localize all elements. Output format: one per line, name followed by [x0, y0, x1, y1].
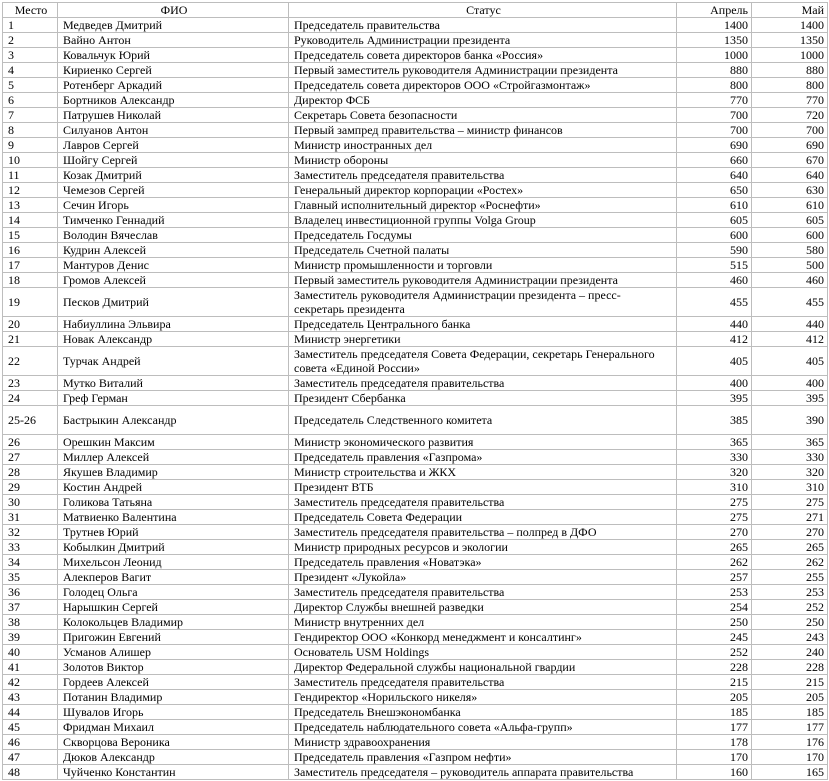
table-row: [3, 78, 828, 93]
table-row: [3, 198, 828, 213]
status-cell: Основатель USM Holdings: [289, 645, 677, 660]
status-cell: Заместитель председателя – руководитель аппарата правительства: [289, 765, 677, 780]
name-cell: Матвиенко Валентина: [58, 510, 289, 525]
may-value-cell: 165: [752, 765, 828, 780]
status-cell: Президент Сбербанка: [289, 391, 677, 406]
table-row: [3, 33, 828, 48]
table-row: [3, 108, 828, 123]
name-cell: Ковальчук Юрий: [58, 48, 289, 63]
may-value-cell: 1350: [752, 33, 828, 48]
place-cell: 35: [3, 570, 58, 585]
april-value-cell: 600: [677, 228, 752, 243]
may-value-cell: 330: [752, 450, 828, 465]
status-cell: Заместитель председателя Совета Федерации, секретарь Генерального совета «Единой России»: [289, 347, 677, 376]
status-cell: Председатель Госдумы: [289, 228, 677, 243]
may-value-cell: 255: [752, 570, 828, 585]
name-cell: Новак Александр: [58, 332, 289, 347]
place-cell: 18: [3, 273, 58, 288]
header-april: Апрель: [677, 3, 752, 18]
may-value-cell: 252: [752, 600, 828, 615]
place-cell: 25-26: [3, 406, 58, 435]
april-value-cell: 405: [677, 347, 752, 376]
name-cell: Силуанов Антон: [58, 123, 289, 138]
status-cell: Министр природных ресурсов и экологии: [289, 540, 677, 555]
april-value-cell: 262: [677, 555, 752, 570]
table-row: [3, 615, 828, 630]
april-value-cell: 650: [677, 183, 752, 198]
may-value-cell: 177: [752, 720, 828, 735]
april-value-cell: 640: [677, 168, 752, 183]
april-value-cell: 178: [677, 735, 752, 750]
table-row: [3, 93, 828, 108]
may-value-cell: 700: [752, 123, 828, 138]
ranking-table: [2, 2, 828, 780]
place-cell: 43: [3, 690, 58, 705]
status-cell: Гендиректор ООО «Конкорд менеджмент и консалтинг»: [289, 630, 677, 645]
status-cell: Секретарь Совета безопасности: [289, 108, 677, 123]
april-value-cell: 177: [677, 720, 752, 735]
place-cell: 26: [3, 435, 58, 450]
name-cell: Шойгу Сергей: [58, 153, 289, 168]
status-cell: Директор ФСБ: [289, 93, 677, 108]
name-cell: Якушев Владимир: [58, 465, 289, 480]
table-row: [3, 540, 828, 555]
may-value-cell: 270: [752, 525, 828, 540]
may-value-cell: 262: [752, 555, 828, 570]
april-value-cell: 228: [677, 660, 752, 675]
april-value-cell: 412: [677, 332, 752, 347]
name-cell: Чемезов Сергей: [58, 183, 289, 198]
place-cell: 30: [3, 495, 58, 510]
place-cell: 15: [3, 228, 58, 243]
place-cell: 42: [3, 675, 58, 690]
table-row: [3, 555, 828, 570]
april-value-cell: 1350: [677, 33, 752, 48]
name-cell: Скворцова Вероника: [58, 735, 289, 750]
april-value-cell: 880: [677, 63, 752, 78]
april-value-cell: 257: [677, 570, 752, 585]
status-cell: Первый зампред правительства – министр финансов: [289, 123, 677, 138]
may-value-cell: 365: [752, 435, 828, 450]
name-cell: Голодец Ольга: [58, 585, 289, 600]
april-value-cell: 330: [677, 450, 752, 465]
april-value-cell: 205: [677, 690, 752, 705]
table-row: [3, 510, 828, 525]
table-row: [3, 376, 828, 391]
may-value-cell: 205: [752, 690, 828, 705]
may-value-cell: 215: [752, 675, 828, 690]
name-cell: Усманов Алишер: [58, 645, 289, 660]
april-value-cell: 365: [677, 435, 752, 450]
place-cell: 1: [3, 18, 58, 33]
place-cell: 4: [3, 63, 58, 78]
status-cell: Главный исполнительный директор «Роснефти»: [289, 198, 677, 213]
table-row: [3, 63, 828, 78]
place-cell: 32: [3, 525, 58, 540]
name-cell: Костин Андрей: [58, 480, 289, 495]
april-value-cell: 250: [677, 615, 752, 630]
may-value-cell: 770: [752, 93, 828, 108]
april-value-cell: 395: [677, 391, 752, 406]
name-cell: Патрушев Николай: [58, 108, 289, 123]
table-row: [3, 720, 828, 735]
status-cell: Министр здравоохранения: [289, 735, 677, 750]
table-row: [3, 525, 828, 540]
status-cell: Председатель Совета Федерации: [289, 510, 677, 525]
name-cell: Золотов Виктор: [58, 660, 289, 675]
name-cell: Потанин Владимир: [58, 690, 289, 705]
may-value-cell: 310: [752, 480, 828, 495]
status-cell: Директор Федеральной службы национальной гвардии: [289, 660, 677, 675]
may-value-cell: 580: [752, 243, 828, 258]
may-value-cell: 250: [752, 615, 828, 630]
place-cell: 7: [3, 108, 58, 123]
name-cell: Гордеев Алексей: [58, 675, 289, 690]
name-cell: Трутнев Юрий: [58, 525, 289, 540]
may-value-cell: 170: [752, 750, 828, 765]
may-value-cell: 460: [752, 273, 828, 288]
status-cell: Заместитель председателя правительства: [289, 168, 677, 183]
table-row: [3, 273, 828, 288]
place-cell: 37: [3, 600, 58, 615]
status-cell: Председатель правления «Новатэка»: [289, 555, 677, 570]
place-cell: 38: [3, 615, 58, 630]
table-header-row: [3, 3, 828, 18]
place-cell: 3: [3, 48, 58, 63]
place-cell: 44: [3, 705, 58, 720]
name-cell: Кудрин Алексей: [58, 243, 289, 258]
april-value-cell: 460: [677, 273, 752, 288]
place-cell: 34: [3, 555, 58, 570]
april-value-cell: 385: [677, 406, 752, 435]
status-cell: Председатель Центрального банка: [289, 317, 677, 332]
place-cell: 2: [3, 33, 58, 48]
april-value-cell: 160: [677, 765, 752, 780]
status-cell: Председатель Внешэкономбанка: [289, 705, 677, 720]
table-row: [3, 18, 828, 33]
place-cell: 9: [3, 138, 58, 153]
status-cell: Гендиректор «Норильского никеля»: [289, 690, 677, 705]
name-cell: Греф Герман: [58, 391, 289, 406]
may-value-cell: 605: [752, 213, 828, 228]
table-row: [3, 435, 828, 450]
name-cell: Алекперов Вагит: [58, 570, 289, 585]
april-value-cell: 440: [677, 317, 752, 332]
table-row: [3, 258, 828, 273]
table-row: [3, 675, 828, 690]
may-value-cell: 390: [752, 406, 828, 435]
status-cell: Министр строительства и ЖКХ: [289, 465, 677, 480]
april-value-cell: 590: [677, 243, 752, 258]
april-value-cell: 800: [677, 78, 752, 93]
april-value-cell: 400: [677, 376, 752, 391]
table-row: [3, 243, 828, 258]
name-cell: Песков Дмитрий: [58, 288, 289, 317]
place-cell: 21: [3, 332, 58, 347]
april-value-cell: 770: [677, 93, 752, 108]
place-cell: 19: [3, 288, 58, 317]
place-cell: 11: [3, 168, 58, 183]
table-row: [3, 138, 828, 153]
april-value-cell: 1400: [677, 18, 752, 33]
may-value-cell: 455: [752, 288, 828, 317]
name-cell: Орешкин Максим: [58, 435, 289, 450]
may-value-cell: 400: [752, 376, 828, 391]
place-cell: 24: [3, 391, 58, 406]
name-cell: Нарышкин Сергей: [58, 600, 289, 615]
may-value-cell: 500: [752, 258, 828, 273]
status-cell: Министр промышленности и торговли: [289, 258, 677, 273]
april-value-cell: 310: [677, 480, 752, 495]
table-body: [3, 18, 828, 780]
table-row: [3, 347, 828, 376]
april-value-cell: 275: [677, 495, 752, 510]
place-cell: 6: [3, 93, 58, 108]
may-value-cell: 395: [752, 391, 828, 406]
status-cell: Генеральный директор корпорации «Ростех»: [289, 183, 677, 198]
april-value-cell: 215: [677, 675, 752, 690]
name-cell: Голикова Татьяна: [58, 495, 289, 510]
status-cell: Владелец инвестиционной группы Volga Group: [289, 213, 677, 228]
name-cell: Миллер Алексей: [58, 450, 289, 465]
april-value-cell: 185: [677, 705, 752, 720]
april-value-cell: 245: [677, 630, 752, 645]
place-cell: 5: [3, 78, 58, 93]
status-cell: Заместитель председателя правительства – полпред в ДФО: [289, 525, 677, 540]
table-row: [3, 630, 828, 645]
name-cell: Лавров Сергей: [58, 138, 289, 153]
table-row: [3, 570, 828, 585]
place-cell: 48: [3, 765, 58, 780]
may-value-cell: 240: [752, 645, 828, 660]
table-row: [3, 332, 828, 347]
table-row: [3, 183, 828, 198]
may-value-cell: 670: [752, 153, 828, 168]
place-cell: 45: [3, 720, 58, 735]
status-cell: Министр экономического развития: [289, 435, 677, 450]
status-cell: Министр обороны: [289, 153, 677, 168]
table-row: [3, 750, 828, 765]
table-row: [3, 765, 828, 780]
table-row: [3, 406, 828, 435]
name-cell: Кириенко Сергей: [58, 63, 289, 78]
status-cell: Директор Службы внешней разведки: [289, 600, 677, 615]
place-cell: 36: [3, 585, 58, 600]
name-cell: Володин Вячеслав: [58, 228, 289, 243]
table-row: [3, 690, 828, 705]
status-cell: Заместитель председателя правительства: [289, 585, 677, 600]
may-value-cell: 1000: [752, 48, 828, 63]
april-value-cell: 605: [677, 213, 752, 228]
may-value-cell: 720: [752, 108, 828, 123]
name-cell: Колокольцев Владимир: [58, 615, 289, 630]
status-cell: Заместитель председателя правительства: [289, 495, 677, 510]
may-value-cell: 800: [752, 78, 828, 93]
table-row: [3, 228, 828, 243]
april-value-cell: 265: [677, 540, 752, 555]
name-cell: Набиуллина Эльвира: [58, 317, 289, 332]
may-value-cell: 228: [752, 660, 828, 675]
may-value-cell: 1400: [752, 18, 828, 33]
place-cell: 40: [3, 645, 58, 660]
header-place: Место: [3, 3, 58, 18]
may-value-cell: 640: [752, 168, 828, 183]
may-value-cell: 412: [752, 332, 828, 347]
april-value-cell: 700: [677, 108, 752, 123]
table-row: [3, 288, 828, 317]
table-row: [3, 735, 828, 750]
april-value-cell: 252: [677, 645, 752, 660]
table-row: [3, 480, 828, 495]
table-row: [3, 123, 828, 138]
status-cell: Заместитель руководителя Администрации президента – пресс-секретарь президента: [289, 288, 677, 317]
place-cell: 29: [3, 480, 58, 495]
may-value-cell: 880: [752, 63, 828, 78]
may-value-cell: 271: [752, 510, 828, 525]
april-value-cell: 254: [677, 600, 752, 615]
status-cell: Председатель совета директоров ООО «Стройгазмонтаж»: [289, 78, 677, 93]
name-cell: Сечин Игорь: [58, 198, 289, 213]
may-value-cell: 275: [752, 495, 828, 510]
table-row: [3, 213, 828, 228]
may-value-cell: 320: [752, 465, 828, 480]
status-cell: Заместитель председателя правительства: [289, 675, 677, 690]
status-cell: Председатель Счетной палаты: [289, 243, 677, 258]
name-cell: Мутко Виталий: [58, 376, 289, 391]
status-cell: Министр энергетики: [289, 332, 677, 347]
april-value-cell: 455: [677, 288, 752, 317]
name-cell: Медведев Дмитрий: [58, 18, 289, 33]
status-cell: Председатель Следственного комитета: [289, 406, 677, 435]
place-cell: 23: [3, 376, 58, 391]
table-row: [3, 465, 828, 480]
table-row: [3, 645, 828, 660]
status-cell: Министр иностранных дел: [289, 138, 677, 153]
april-value-cell: 700: [677, 123, 752, 138]
may-value-cell: 176: [752, 735, 828, 750]
april-value-cell: 270: [677, 525, 752, 540]
place-cell: 31: [3, 510, 58, 525]
status-cell: Председатель правительства: [289, 18, 677, 33]
name-cell: Бортников Александр: [58, 93, 289, 108]
may-value-cell: 253: [752, 585, 828, 600]
may-value-cell: 690: [752, 138, 828, 153]
name-cell: Бастрыкин Александр: [58, 406, 289, 435]
table-row: [3, 317, 828, 332]
place-cell: 39: [3, 630, 58, 645]
april-value-cell: 275: [677, 510, 752, 525]
status-cell: Первый заместитель руководителя Администрации президента: [289, 63, 677, 78]
name-cell: Чуйченко Константин: [58, 765, 289, 780]
name-cell: Ротенберг Аркадий: [58, 78, 289, 93]
status-cell: Министр внутренних дел: [289, 615, 677, 630]
name-cell: Громов Алексей: [58, 273, 289, 288]
name-cell: Михельсон Леонид: [58, 555, 289, 570]
table-row: [3, 705, 828, 720]
status-cell: Заместитель председателя правительства: [289, 376, 677, 391]
place-cell: 13: [3, 198, 58, 213]
status-cell: Первый заместитель руководителя Администрации президента: [289, 273, 677, 288]
name-cell: Козак Дмитрий: [58, 168, 289, 183]
place-cell: 28: [3, 465, 58, 480]
may-value-cell: 405: [752, 347, 828, 376]
table-row: [3, 391, 828, 406]
may-value-cell: 185: [752, 705, 828, 720]
place-cell: 17: [3, 258, 58, 273]
table-row: [3, 600, 828, 615]
name-cell: Кобылкин Дмитрий: [58, 540, 289, 555]
name-cell: Мантуров Денис: [58, 258, 289, 273]
place-cell: 12: [3, 183, 58, 198]
table-row: [3, 153, 828, 168]
place-cell: 33: [3, 540, 58, 555]
april-value-cell: 660: [677, 153, 752, 168]
table-row: [3, 450, 828, 465]
may-value-cell: 600: [752, 228, 828, 243]
table-row: [3, 660, 828, 675]
place-cell: 46: [3, 735, 58, 750]
place-cell: 16: [3, 243, 58, 258]
status-cell: Председатель правления «Газпрома»: [289, 450, 677, 465]
place-cell: 47: [3, 750, 58, 765]
place-cell: 14: [3, 213, 58, 228]
name-cell: Шувалов Игорь: [58, 705, 289, 720]
name-cell: Пригожин Евгений: [58, 630, 289, 645]
status-cell: Президент «Лукойла»: [289, 570, 677, 585]
april-value-cell: 515: [677, 258, 752, 273]
table-row: [3, 48, 828, 63]
april-value-cell: 610: [677, 198, 752, 213]
place-cell: 27: [3, 450, 58, 465]
april-value-cell: 690: [677, 138, 752, 153]
name-cell: Турчак Андрей: [58, 347, 289, 376]
table-row: [3, 585, 828, 600]
header-status: Статус: [289, 3, 677, 18]
header-may: Май: [752, 3, 828, 18]
place-cell: 8: [3, 123, 58, 138]
status-cell: Руководитель Администрации президента: [289, 33, 677, 48]
table-row: [3, 495, 828, 510]
may-value-cell: 243: [752, 630, 828, 645]
place-cell: 41: [3, 660, 58, 675]
april-value-cell: 320: [677, 465, 752, 480]
name-cell: Тимченко Геннадий: [58, 213, 289, 228]
status-cell: Президент ВТБ: [289, 480, 677, 495]
may-value-cell: 440: [752, 317, 828, 332]
place-cell: 22: [3, 347, 58, 376]
may-value-cell: 610: [752, 198, 828, 213]
place-cell: 10: [3, 153, 58, 168]
name-cell: Дюков Александр: [58, 750, 289, 765]
place-cell: 20: [3, 317, 58, 332]
header-name: ФИО: [58, 3, 289, 18]
april-value-cell: 253: [677, 585, 752, 600]
april-value-cell: 1000: [677, 48, 752, 63]
april-value-cell: 170: [677, 750, 752, 765]
name-cell: Вайно Антон: [58, 33, 289, 48]
may-value-cell: 630: [752, 183, 828, 198]
name-cell: Фридман Михаил: [58, 720, 289, 735]
status-cell: Председатель совета директоров банка «Россия»: [289, 48, 677, 63]
status-cell: Председатель правления «Газпром нефти»: [289, 750, 677, 765]
may-value-cell: 265: [752, 540, 828, 555]
table-row: [3, 168, 828, 183]
status-cell: Председатель наблюдательного совета «Альфа-групп»: [289, 720, 677, 735]
